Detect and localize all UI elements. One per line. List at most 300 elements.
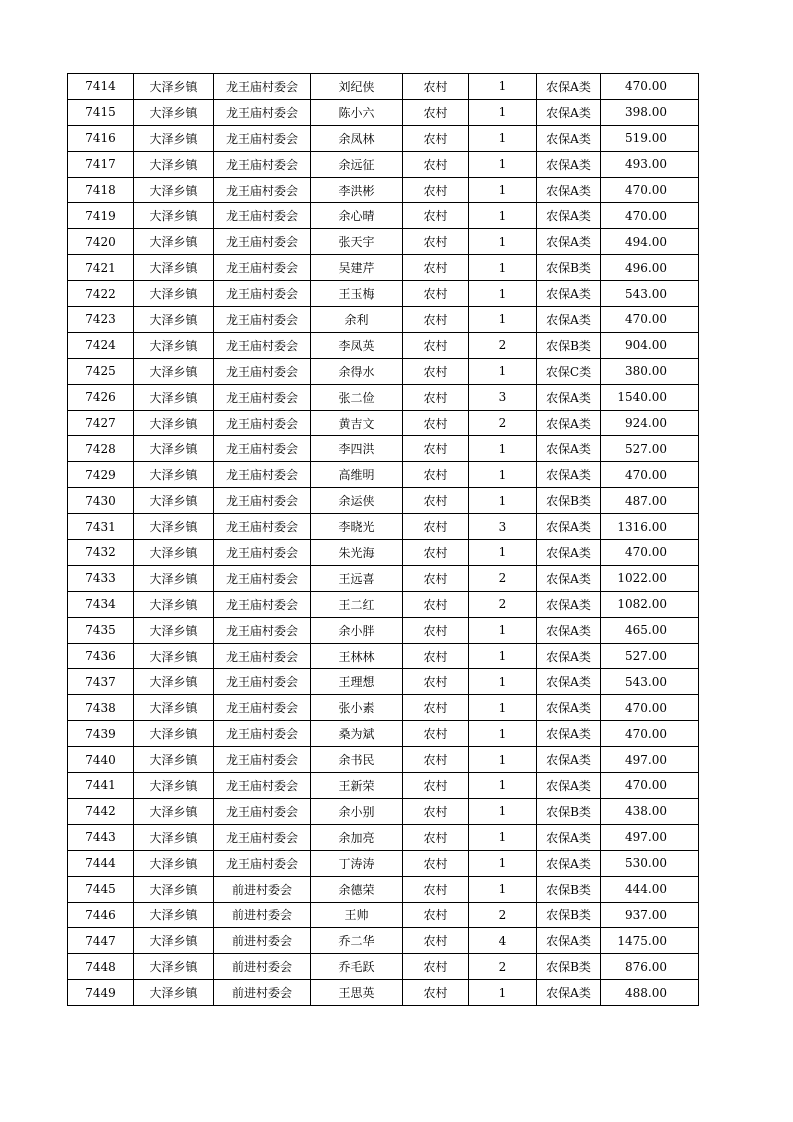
serial-cell: 7416 (68, 125, 134, 151)
amount-cell: 470.00 (601, 462, 699, 488)
serial-cell: 7439 (68, 721, 134, 747)
village-cell: 龙王庙村委会 (214, 798, 311, 824)
name-cell: 王思英 (311, 980, 403, 1006)
amount-cell: 1540.00 (601, 384, 699, 410)
table-row (68, 850, 699, 876)
household-count-cell: 2 (469, 902, 537, 928)
village-cell: 龙王庙村委会 (214, 462, 311, 488)
name-cell: 刘纪侠 (311, 74, 403, 100)
name-cell: 王二红 (311, 591, 403, 617)
category-cell: 农保A类 (537, 99, 601, 125)
table-row (68, 436, 699, 462)
amount-cell: 497.00 (601, 747, 699, 773)
household-count-cell: 2 (469, 332, 537, 358)
household-count-cell: 2 (469, 591, 537, 617)
town-cell: 大泽乡镇 (134, 74, 214, 100)
town-cell: 大泽乡镇 (134, 695, 214, 721)
name-cell: 李凤英 (311, 332, 403, 358)
area-type-cell: 农村 (403, 617, 469, 643)
area-type-cell: 农村 (403, 540, 469, 566)
village-cell: 龙王庙村委会 (214, 151, 311, 177)
category-cell: 农保A类 (537, 928, 601, 954)
amount-cell: 494.00 (601, 229, 699, 255)
village-cell: 龙王庙村委会 (214, 358, 311, 384)
town-cell: 大泽乡镇 (134, 669, 214, 695)
town-cell: 大泽乡镇 (134, 384, 214, 410)
table-row (68, 617, 699, 643)
name-cell: 张小素 (311, 695, 403, 721)
category-cell: 农保B类 (537, 332, 601, 358)
name-cell: 王理想 (311, 669, 403, 695)
town-cell: 大泽乡镇 (134, 643, 214, 669)
area-type-cell: 农村 (403, 928, 469, 954)
household-count-cell: 1 (469, 980, 537, 1006)
amount-cell: 487.00 (601, 488, 699, 514)
village-cell: 龙王庙村委会 (214, 721, 311, 747)
name-cell: 余凤林 (311, 125, 403, 151)
table-row (68, 229, 699, 255)
area-type-cell: 农村 (403, 850, 469, 876)
serial-cell: 7415 (68, 99, 134, 125)
household-count-cell: 1 (469, 617, 537, 643)
serial-cell: 7425 (68, 358, 134, 384)
serial-cell: 7426 (68, 384, 134, 410)
area-type-cell: 农村 (403, 151, 469, 177)
area-type-cell: 农村 (403, 747, 469, 773)
town-cell: 大泽乡镇 (134, 410, 214, 436)
serial-cell: 7432 (68, 540, 134, 566)
table-row (68, 824, 699, 850)
town-cell: 大泽乡镇 (134, 177, 214, 203)
area-type-cell: 农村 (403, 74, 469, 100)
village-cell: 前进村委会 (214, 902, 311, 928)
amount-cell: 470.00 (601, 203, 699, 229)
area-type-cell: 农村 (403, 462, 469, 488)
name-cell: 桑为斌 (311, 721, 403, 747)
area-type-cell: 农村 (403, 954, 469, 980)
data-sheet (67, 73, 699, 1006)
name-cell: 余心晴 (311, 203, 403, 229)
amount-cell: 543.00 (601, 281, 699, 307)
table-row (68, 980, 699, 1006)
category-cell: 农保A类 (537, 773, 601, 799)
table-row (68, 514, 699, 540)
table-row (68, 540, 699, 566)
category-cell: 农保A类 (537, 695, 601, 721)
area-type-cell: 农村 (403, 695, 469, 721)
household-count-cell: 1 (469, 436, 537, 462)
village-cell: 龙王庙村委会 (214, 540, 311, 566)
town-cell: 大泽乡镇 (134, 617, 214, 643)
table-row (68, 384, 699, 410)
amount-cell: 470.00 (601, 540, 699, 566)
name-cell: 李四洪 (311, 436, 403, 462)
serial-cell: 7436 (68, 643, 134, 669)
category-cell: 农保A类 (537, 824, 601, 850)
town-cell: 大泽乡镇 (134, 514, 214, 540)
serial-cell: 7447 (68, 928, 134, 954)
serial-cell: 7431 (68, 514, 134, 540)
table-row (68, 125, 699, 151)
area-type-cell: 农村 (403, 307, 469, 333)
table-row (68, 488, 699, 514)
village-cell: 龙王庙村委会 (214, 307, 311, 333)
table-row (68, 669, 699, 695)
town-cell: 大泽乡镇 (134, 773, 214, 799)
category-cell: 农保B类 (537, 798, 601, 824)
table-row (68, 203, 699, 229)
name-cell: 乔毛跃 (311, 954, 403, 980)
category-cell: 农保A类 (537, 617, 601, 643)
category-cell: 农保A类 (537, 591, 601, 617)
household-count-cell: 1 (469, 850, 537, 876)
area-type-cell: 农村 (403, 281, 469, 307)
town-cell: 大泽乡镇 (134, 540, 214, 566)
town-cell: 大泽乡镇 (134, 307, 214, 333)
category-cell: 农保A类 (537, 565, 601, 591)
category-cell: 农保A类 (537, 203, 601, 229)
amount-cell: 527.00 (601, 643, 699, 669)
area-type-cell: 农村 (403, 384, 469, 410)
village-cell: 龙王庙村委会 (214, 850, 311, 876)
category-cell: 农保A类 (537, 125, 601, 151)
category-cell: 农保A类 (537, 540, 601, 566)
household-count-cell: 1 (469, 229, 537, 255)
table-row (68, 695, 699, 721)
category-cell: 农保A类 (537, 514, 601, 540)
area-type-cell: 农村 (403, 643, 469, 669)
amount-cell: 465.00 (601, 617, 699, 643)
serial-cell: 7443 (68, 824, 134, 850)
household-count-cell: 1 (469, 125, 537, 151)
area-type-cell: 农村 (403, 669, 469, 695)
serial-cell: 7437 (68, 669, 134, 695)
village-cell: 龙王庙村委会 (214, 125, 311, 151)
town-cell: 大泽乡镇 (134, 850, 214, 876)
household-count-cell: 1 (469, 203, 537, 229)
town-cell: 大泽乡镇 (134, 902, 214, 928)
serial-cell: 7417 (68, 151, 134, 177)
area-type-cell: 农村 (403, 410, 469, 436)
category-cell: 农保A类 (537, 643, 601, 669)
amount-cell: 470.00 (601, 721, 699, 747)
serial-cell: 7420 (68, 229, 134, 255)
amount-cell: 924.00 (601, 410, 699, 436)
serial-cell: 7438 (68, 695, 134, 721)
category-cell: 农保B类 (537, 876, 601, 902)
category-cell: 农保A类 (537, 747, 601, 773)
household-count-cell: 1 (469, 177, 537, 203)
village-cell: 龙王庙村委会 (214, 332, 311, 358)
household-count-cell: 1 (469, 721, 537, 747)
area-type-cell: 农村 (403, 565, 469, 591)
town-cell: 大泽乡镇 (134, 203, 214, 229)
household-count-cell: 1 (469, 643, 537, 669)
town-cell: 大泽乡镇 (134, 358, 214, 384)
household-count-cell: 1 (469, 773, 537, 799)
category-cell: 农保A类 (537, 850, 601, 876)
category-cell: 农保C类 (537, 358, 601, 384)
name-cell: 吴建芹 (311, 255, 403, 281)
name-cell: 余利 (311, 307, 403, 333)
amount-cell: 1316.00 (601, 514, 699, 540)
village-cell: 龙王庙村委会 (214, 773, 311, 799)
table-row (68, 307, 699, 333)
household-count-cell: 1 (469, 307, 537, 333)
name-cell: 余小别 (311, 798, 403, 824)
category-cell: 农保A类 (537, 436, 601, 462)
serial-cell: 7433 (68, 565, 134, 591)
table-row (68, 281, 699, 307)
household-count-cell: 3 (469, 514, 537, 540)
household-count-cell: 1 (469, 695, 537, 721)
household-count-cell: 2 (469, 410, 537, 436)
table-row (68, 462, 699, 488)
village-cell: 前进村委会 (214, 876, 311, 902)
town-cell: 大泽乡镇 (134, 980, 214, 1006)
serial-cell: 7435 (68, 617, 134, 643)
household-count-cell: 2 (469, 954, 537, 980)
serial-cell: 7419 (68, 203, 134, 229)
serial-cell: 7429 (68, 462, 134, 488)
amount-cell: 444.00 (601, 876, 699, 902)
town-cell: 大泽乡镇 (134, 747, 214, 773)
category-cell: 农保A类 (537, 281, 601, 307)
town-cell: 大泽乡镇 (134, 281, 214, 307)
village-cell: 龙王庙村委会 (214, 824, 311, 850)
village-cell: 龙王庙村委会 (214, 203, 311, 229)
village-cell: 龙王庙村委会 (214, 410, 311, 436)
town-cell: 大泽乡镇 (134, 798, 214, 824)
area-type-cell: 农村 (403, 824, 469, 850)
table-row (68, 928, 699, 954)
amount-cell: 470.00 (601, 74, 699, 100)
category-cell: 农保A类 (537, 229, 601, 255)
table-row (68, 591, 699, 617)
name-cell: 黄吉文 (311, 410, 403, 436)
name-cell: 张天宇 (311, 229, 403, 255)
town-cell: 大泽乡镇 (134, 565, 214, 591)
table-row (68, 99, 699, 125)
name-cell: 余德荣 (311, 876, 403, 902)
serial-cell: 7445 (68, 876, 134, 902)
name-cell: 余加亮 (311, 824, 403, 850)
amount-cell: 1475.00 (601, 928, 699, 954)
category-cell: 农保A类 (537, 669, 601, 695)
table-row (68, 332, 699, 358)
village-cell: 前进村委会 (214, 928, 311, 954)
category-cell: 农保B类 (537, 488, 601, 514)
category-cell: 农保A类 (537, 151, 601, 177)
household-count-cell: 3 (469, 384, 537, 410)
category-cell: 农保A类 (537, 721, 601, 747)
household-count-cell: 1 (469, 281, 537, 307)
area-type-cell: 农村 (403, 721, 469, 747)
amount-cell: 438.00 (601, 798, 699, 824)
area-type-cell: 农村 (403, 177, 469, 203)
category-cell: 农保A类 (537, 980, 601, 1006)
town-cell: 大泽乡镇 (134, 721, 214, 747)
town-cell: 大泽乡镇 (134, 928, 214, 954)
name-cell: 王新荣 (311, 773, 403, 799)
village-cell: 龙王庙村委会 (214, 565, 311, 591)
serial-cell: 7421 (68, 255, 134, 281)
name-cell: 余书民 (311, 747, 403, 773)
name-cell: 余得水 (311, 358, 403, 384)
area-type-cell: 农村 (403, 255, 469, 281)
table-row (68, 876, 699, 902)
area-type-cell: 农村 (403, 876, 469, 902)
town-cell: 大泽乡镇 (134, 125, 214, 151)
name-cell: 余小胖 (311, 617, 403, 643)
table-body (68, 74, 699, 1006)
amount-cell: 530.00 (601, 850, 699, 876)
name-cell: 陈小六 (311, 99, 403, 125)
name-cell: 王远喜 (311, 565, 403, 591)
amount-cell: 470.00 (601, 773, 699, 799)
table-row (68, 565, 699, 591)
table-row (68, 798, 699, 824)
area-type-cell: 农村 (403, 980, 469, 1006)
serial-cell: 7418 (68, 177, 134, 203)
town-cell: 大泽乡镇 (134, 151, 214, 177)
town-cell: 大泽乡镇 (134, 332, 214, 358)
amount-cell: 380.00 (601, 358, 699, 384)
table-row (68, 902, 699, 928)
amount-cell: 543.00 (601, 669, 699, 695)
village-cell: 龙王庙村委会 (214, 669, 311, 695)
village-cell: 前进村委会 (214, 980, 311, 1006)
town-cell: 大泽乡镇 (134, 488, 214, 514)
area-type-cell: 农村 (403, 203, 469, 229)
amount-cell: 493.00 (601, 151, 699, 177)
area-type-cell: 农村 (403, 591, 469, 617)
serial-cell: 7446 (68, 902, 134, 928)
amount-cell: 1022.00 (601, 565, 699, 591)
village-cell: 龙王庙村委会 (214, 281, 311, 307)
serial-cell: 7434 (68, 591, 134, 617)
serial-cell: 7448 (68, 954, 134, 980)
name-cell: 朱光海 (311, 540, 403, 566)
serial-cell: 7414 (68, 74, 134, 100)
name-cell: 乔二华 (311, 928, 403, 954)
name-cell: 丁涛涛 (311, 850, 403, 876)
household-count-cell: 1 (469, 255, 537, 281)
table-row (68, 410, 699, 436)
name-cell: 王林林 (311, 643, 403, 669)
town-cell: 大泽乡镇 (134, 876, 214, 902)
village-cell: 前进村委会 (214, 954, 311, 980)
amount-cell: 497.00 (601, 824, 699, 850)
area-type-cell: 农村 (403, 229, 469, 255)
category-cell: 农保A类 (537, 177, 601, 203)
household-count-cell: 1 (469, 488, 537, 514)
table-row (68, 74, 699, 100)
village-cell: 龙王庙村委会 (214, 99, 311, 125)
name-cell: 李晓光 (311, 514, 403, 540)
area-type-cell: 农村 (403, 798, 469, 824)
household-count-cell: 1 (469, 747, 537, 773)
amount-cell: 398.00 (601, 99, 699, 125)
serial-cell: 7449 (68, 980, 134, 1006)
area-type-cell: 农村 (403, 99, 469, 125)
village-cell: 龙王庙村委会 (214, 177, 311, 203)
serial-cell: 7427 (68, 410, 134, 436)
category-cell: 农保B类 (537, 954, 601, 980)
name-cell: 余远征 (311, 151, 403, 177)
town-cell: 大泽乡镇 (134, 436, 214, 462)
serial-cell: 7423 (68, 307, 134, 333)
area-type-cell: 农村 (403, 902, 469, 928)
household-count-cell: 1 (469, 876, 537, 902)
table-row (68, 643, 699, 669)
category-cell: 农保B类 (537, 255, 601, 281)
serial-cell: 7444 (68, 850, 134, 876)
area-type-cell: 农村 (403, 773, 469, 799)
serial-cell: 7424 (68, 332, 134, 358)
table-row (68, 773, 699, 799)
amount-cell: 527.00 (601, 436, 699, 462)
area-type-cell: 农村 (403, 125, 469, 151)
table-row (68, 177, 699, 203)
area-type-cell: 农村 (403, 358, 469, 384)
category-cell: 农保A类 (537, 462, 601, 488)
table-row (68, 151, 699, 177)
household-count-cell: 1 (469, 99, 537, 125)
household-count-cell: 1 (469, 151, 537, 177)
household-count-cell: 1 (469, 462, 537, 488)
serial-cell: 7440 (68, 747, 134, 773)
area-type-cell: 农村 (403, 436, 469, 462)
amount-cell: 488.00 (601, 980, 699, 1006)
category-cell: 农保A类 (537, 410, 601, 436)
amount-cell: 496.00 (601, 255, 699, 281)
amount-cell: 470.00 (601, 307, 699, 333)
name-cell: 王帅 (311, 902, 403, 928)
village-cell: 龙王庙村委会 (214, 747, 311, 773)
household-count-cell: 2 (469, 565, 537, 591)
amount-cell: 470.00 (601, 695, 699, 721)
category-cell: 农保A类 (537, 384, 601, 410)
area-type-cell: 农村 (403, 514, 469, 540)
serial-cell: 7442 (68, 798, 134, 824)
name-cell: 王玉梅 (311, 281, 403, 307)
household-count-cell: 1 (469, 358, 537, 384)
table-row (68, 747, 699, 773)
village-cell: 龙王庙村委会 (214, 229, 311, 255)
town-cell: 大泽乡镇 (134, 462, 214, 488)
village-cell: 龙王庙村委会 (214, 384, 311, 410)
amount-cell: 470.00 (601, 177, 699, 203)
name-cell: 余运侠 (311, 488, 403, 514)
amount-cell: 519.00 (601, 125, 699, 151)
town-cell: 大泽乡镇 (134, 99, 214, 125)
household-count-cell: 1 (469, 540, 537, 566)
household-count-cell: 1 (469, 74, 537, 100)
table-row (68, 255, 699, 281)
amount-cell: 876.00 (601, 954, 699, 980)
name-cell: 李洪彬 (311, 177, 403, 203)
household-count-cell: 4 (469, 928, 537, 954)
village-cell: 龙王庙村委会 (214, 617, 311, 643)
table-row (68, 954, 699, 980)
household-count-cell: 1 (469, 824, 537, 850)
serial-cell: 7441 (68, 773, 134, 799)
town-cell: 大泽乡镇 (134, 824, 214, 850)
village-cell: 龙王庙村委会 (214, 695, 311, 721)
village-cell: 龙王庙村委会 (214, 255, 311, 281)
village-cell: 龙王庙村委会 (214, 514, 311, 540)
